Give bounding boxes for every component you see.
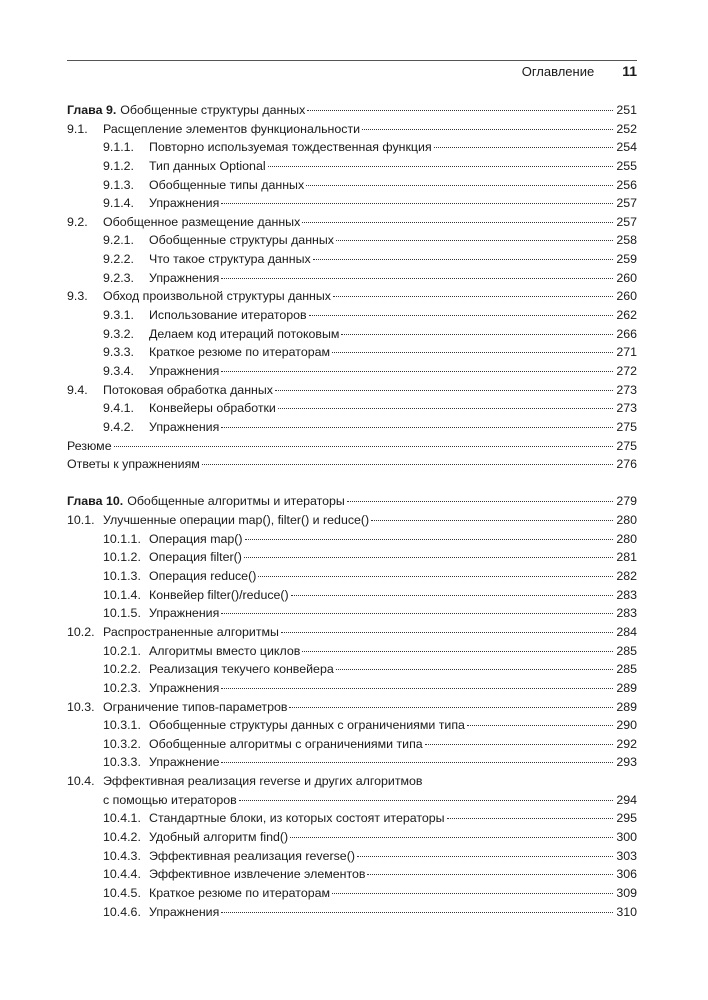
toc-entry-title: Упражнения (149, 196, 220, 211)
toc-entry-page: 271 (616, 345, 637, 360)
toc-entry-page: 252 (616, 121, 637, 136)
toc-entry[interactable] (67, 660, 637, 679)
toc-entry-page: 282 (616, 569, 637, 584)
toc-entry-page: 280 (616, 513, 637, 528)
toc-entry-page: 281 (616, 550, 637, 565)
running-header-page-number: 11 (622, 63, 637, 79)
toc-entry-title: Упражнения (149, 680, 220, 695)
toc-dot-leader (307, 110, 613, 111)
toc-entry[interactable] (67, 176, 637, 195)
toc-dot-leader (336, 240, 613, 241)
toc-dot-leader (221, 613, 613, 614)
toc-entry-number: 10.2.2. (103, 662, 141, 677)
toc-entry-title: Обобщенное размещение данных (103, 214, 301, 229)
toc-entry-page: 275 (616, 438, 637, 453)
toc-entry-title: Упражнения (149, 904, 220, 919)
toc-entry-title: Операция filter() (149, 550, 242, 565)
toc-dot-leader (341, 334, 613, 335)
toc-entry[interactable] (67, 362, 637, 381)
toc-entry-title: Повторно используемая тождественная функция (149, 140, 432, 155)
toc-dot-leader (371, 520, 613, 521)
toc-entry[interactable] (67, 586, 637, 605)
toc-entry-title: Распространенные алгоритмы (103, 624, 279, 639)
toc-entry-number: 10.1.2. (103, 550, 141, 565)
toc-dot-leader (347, 501, 613, 502)
toc-entry-page: 258 (616, 233, 637, 248)
toc-entry-number: 9.4. (67, 382, 88, 397)
toc-entry-number: 10.4.5. (103, 885, 141, 900)
toc-entry[interactable] (67, 437, 637, 456)
toc-dot-leader (275, 390, 613, 391)
toc-entry[interactable] (67, 157, 637, 176)
toc-dot-leader (357, 856, 613, 857)
toc-entry-page: 292 (616, 736, 637, 751)
toc-entry-number: 10.4.3. (103, 848, 141, 863)
toc-dot-leader (202, 464, 613, 465)
toc-entry-title: Краткое резюме по итераторам (149, 345, 331, 360)
table-of-contents (67, 101, 637, 921)
toc-entry-number: 10.1. (67, 513, 95, 528)
toc-dot-leader (221, 278, 613, 279)
toc-entry-title: Стандартные блоки, из которых состоят итераторы (149, 811, 445, 826)
toc-entry-page: 275 (616, 419, 637, 434)
toc-entry[interactable] (67, 548, 637, 567)
toc-entry-number: 9.4.2. (103, 419, 135, 434)
toc-entry[interactable] (67, 772, 637, 791)
toc-entry[interactable] (67, 381, 637, 400)
toc-spacer (67, 474, 637, 493)
toc-dot-leader (245, 539, 614, 540)
toc-entry-number: 9.2.1. (103, 233, 135, 248)
toc-entry-page: 283 (616, 587, 637, 602)
toc-dot-leader (114, 446, 614, 447)
toc-entry[interactable] (67, 828, 637, 847)
toc-entry[interactable] (67, 343, 637, 362)
toc-entry-number: 10.1.5. (103, 606, 141, 621)
toc-dot-leader (332, 352, 613, 353)
toc-chapter-label: Глава 9. (67, 103, 117, 117)
toc-entry-page: 251 (616, 103, 637, 117)
toc-entry-title: Конвейеры обработки (149, 401, 276, 416)
toc-dot-leader (362, 129, 613, 130)
toc-entry-title: Обобщенные структуры данных (149, 233, 334, 248)
toc-entry-title: Краткое резюме по итераторам (149, 885, 331, 900)
toc-entry-number: 10.2.3. (103, 680, 141, 695)
toc-entry-title: Улучшенные операции map(), filter() и reduce() (103, 513, 370, 528)
toc-entry[interactable] (67, 753, 637, 772)
toc-entry-title: Упражнения (149, 606, 220, 621)
toc-entry-title: Обобщенные алгоритмы и итераторы (127, 494, 345, 509)
toc-entry-number: 9.3.3. (103, 345, 135, 360)
toc-dot-leader (467, 725, 613, 726)
toc-entry-number: 10.3. (67, 699, 95, 714)
toc-entry-number: 9.1.3. (103, 177, 135, 192)
toc-dot-leader (367, 874, 613, 875)
toc-dot-leader (333, 296, 613, 297)
toc-entry-title: Конвейер filter()/reduce() (149, 587, 289, 602)
toc-entry[interactable] (67, 642, 637, 661)
toc-entry-number: 9.2. (67, 214, 88, 229)
toc-entry[interactable] (67, 120, 637, 139)
toc-entry-page: 309 (616, 885, 637, 900)
toc-entry-page: 289 (616, 699, 637, 714)
toc-entry[interactable] (67, 511, 637, 530)
toc-entry-number: 10.1.3. (103, 569, 141, 584)
toc-entry-title: Потоковая обработка данных (103, 382, 273, 397)
toc-dot-leader (309, 315, 614, 316)
toc-entry-page: 259 (616, 252, 637, 267)
toc-dot-leader (447, 818, 614, 819)
toc-entry-page: 284 (616, 624, 637, 639)
toc-entry-page: 279 (616, 494, 637, 509)
toc-entry-number: 10.4.2. (103, 829, 141, 844)
toc-entry-number: 10.1.1. (103, 531, 141, 546)
toc-dot-leader (221, 762, 613, 763)
toc-dot-leader (302, 651, 613, 652)
toc-entry[interactable] (67, 306, 637, 325)
toc-entry-page: 273 (616, 382, 637, 397)
toc-dot-leader (281, 632, 613, 633)
toc-entry[interactable] (67, 325, 637, 344)
toc-entry[interactable] (67, 679, 637, 698)
toc-entry-title: Удобный алгоритм find() (149, 829, 289, 844)
toc-entry-title: Что такое структура данных (149, 252, 311, 267)
toc-entry-number: 9.1. (67, 121, 88, 136)
toc-entry-title: Алгоритмы вместо циклов (149, 643, 301, 658)
toc-entry-title: Резюме (67, 438, 112, 453)
toc-entry[interactable] (67, 604, 637, 623)
toc-entry[interactable] (67, 138, 637, 157)
toc-dot-leader (221, 203, 613, 204)
toc-entry-page: 310 (616, 904, 637, 919)
toc-dot-leader (434, 147, 614, 148)
toc-entry-number: 9.3.4. (103, 363, 135, 378)
toc-entry-title: Делаем код итераций потоковым (149, 326, 340, 341)
toc-entry-page: 255 (616, 158, 637, 173)
toc-entry-title: Расщепление элементов функциональности (103, 121, 361, 136)
toc-entry-number: 10.2.1. (103, 643, 141, 658)
toc-dot-leader (336, 669, 614, 670)
toc-entry[interactable] (67, 735, 637, 754)
toc-entry-title: Операция reduce() (149, 569, 257, 584)
toc-dot-leader (425, 744, 614, 745)
toc-entry-number: 10.3.2. (103, 736, 141, 751)
toc-entry-number: 10.4. (67, 774, 95, 789)
toc-dot-leader (289, 707, 613, 708)
toc-entry-page: 300 (616, 829, 637, 844)
toc-entry[interactable] (67, 231, 637, 250)
toc-entry-number: 9.1.1. (103, 140, 135, 155)
running-header-title: Оглавление (521, 64, 595, 79)
toc-entry-page: 262 (616, 308, 637, 323)
toc-entry-page: 260 (616, 289, 637, 304)
toc-dot-leader (258, 576, 613, 577)
toc-entry[interactable] (67, 287, 637, 306)
toc-chapter-entry[interactable] (67, 492, 637, 511)
toc-entry-number: 9.1.4. (103, 196, 135, 211)
toc-entry[interactable] (67, 269, 637, 288)
toc-chapter-entry[interactable] (67, 101, 637, 120)
toc-entry[interactable] (67, 698, 637, 717)
toc-entry-title: Упражнения (149, 363, 220, 378)
toc-entry[interactable] (67, 455, 637, 474)
toc-entry-title: Эффективная реализация reverse и других алгоритмов (103, 774, 423, 789)
toc-entry-title: Использование итераторов (149, 308, 307, 323)
toc-entry-number: 10.3.1. (103, 718, 141, 733)
toc-entry-title: Операция map() (149, 531, 243, 546)
toc-entry-title-continuation: с помощью итераторов (103, 792, 237, 807)
toc-entry-page: 273 (616, 401, 637, 416)
toc-entry-page: 295 (616, 811, 637, 826)
toc-dot-leader (332, 893, 613, 894)
toc-entry-page: 260 (616, 270, 637, 285)
toc-entry-page: 289 (616, 680, 637, 695)
toc-dot-leader (244, 557, 613, 558)
toc-entry-page: 293 (616, 755, 637, 770)
toc-entry-page: 285 (616, 643, 637, 658)
toc-entry-continuation[interactable] (67, 791, 637, 810)
toc-entry-page: 303 (616, 848, 637, 863)
toc-dot-leader (278, 408, 613, 409)
toc-entry-title: Эффективное извлечение элементов (149, 867, 366, 882)
header-rule (67, 60, 637, 61)
toc-dot-leader (268, 166, 614, 167)
running-header (67, 63, 637, 83)
toc-dot-leader (306, 185, 613, 186)
toc-entry[interactable] (67, 418, 637, 437)
toc-entry-page: 272 (616, 363, 637, 378)
toc-entry-page: 257 (616, 196, 637, 211)
toc-entry[interactable] (67, 903, 637, 922)
toc-entry-page: 283 (616, 606, 637, 621)
toc-dot-leader (221, 427, 613, 428)
toc-entry-number: 10.4.4. (103, 867, 141, 882)
toc-entry-number: 10.1.4. (103, 587, 141, 602)
toc-entry-page: 306 (616, 867, 637, 882)
toc-entry-title: Обобщенные типы данных (149, 177, 305, 192)
toc-entry-title: Упражнения (149, 270, 220, 285)
toc-entry-number: 9.1.2. (103, 158, 135, 173)
toc-entry-title: Обобщенные алгоритмы с ограничениями типа (149, 736, 423, 751)
toc-dot-leader (313, 259, 614, 260)
toc-chapter-label: Глава 10. (67, 494, 124, 509)
toc-entry-number: 10.3.3. (103, 755, 141, 770)
toc-entry-title: Упражнение (149, 755, 220, 770)
toc-entry-page: 294 (616, 792, 637, 807)
toc-entry-page: 254 (616, 140, 637, 155)
toc-dot-leader (302, 222, 613, 223)
toc-entry-title: Ограничение типов-параметров (103, 699, 288, 714)
toc-entry[interactable] (67, 567, 637, 586)
toc-entry[interactable] (67, 213, 637, 232)
toc-entry-number: 9.3.2. (103, 326, 135, 341)
toc-entry-title: Ответы к упражнениям (67, 457, 200, 472)
toc-entry-page: 280 (616, 531, 637, 546)
toc-dot-leader (221, 688, 613, 689)
toc-entry-page: 257 (616, 214, 637, 229)
toc-dot-leader (291, 595, 614, 596)
toc-dot-leader (239, 800, 614, 801)
toc-entry-title: Обобщенные структуры данных (120, 103, 306, 117)
toc-entry-number: 9.2.2. (103, 252, 135, 267)
toc-entry-page: 266 (616, 326, 637, 341)
toc-entry[interactable] (67, 194, 637, 213)
toc-entry-page: 285 (616, 662, 637, 677)
toc-entry[interactable] (67, 865, 637, 884)
toc-entry-title: Упражнения (149, 419, 220, 434)
toc-entry-page: 256 (616, 177, 637, 192)
toc-entry[interactable] (67, 809, 637, 828)
toc-entry[interactable] (67, 716, 637, 735)
toc-dot-leader (221, 912, 613, 913)
toc-entry[interactable] (67, 399, 637, 418)
toc-entry[interactable] (67, 250, 637, 269)
toc-entry-page: 290 (616, 718, 637, 733)
toc-entry-number: 9.3.1. (103, 308, 135, 323)
toc-entry-number: 9.3. (67, 289, 88, 304)
toc-entry-page: 276 (616, 457, 637, 472)
toc-entry-number: 10.4.6. (103, 904, 141, 919)
toc-dot-leader (221, 371, 613, 372)
toc-entry-number: 10.4.1. (103, 811, 141, 826)
toc-entry-number: 9.4.1. (103, 401, 135, 416)
toc-entry-title: Эффективная реализация reverse() (149, 848, 355, 863)
toc-entry[interactable] (67, 623, 637, 642)
toc-entry[interactable] (67, 847, 637, 866)
toc-entry-number: 10.2. (67, 624, 95, 639)
toc-dot-leader (290, 837, 613, 838)
toc-entry[interactable] (67, 530, 637, 549)
toc-entry-title: Обход произвольной структуры данных (103, 289, 332, 304)
toc-entry-number: 9.2.3. (103, 270, 135, 285)
toc-entry-title: Тип данных Optional (149, 158, 266, 173)
toc-entry-title: Реализация текучего конвейера (149, 662, 334, 677)
toc-entry[interactable] (67, 884, 637, 903)
toc-entry-title: Обобщенные структуры данных с ограничениями типа (149, 718, 465, 733)
